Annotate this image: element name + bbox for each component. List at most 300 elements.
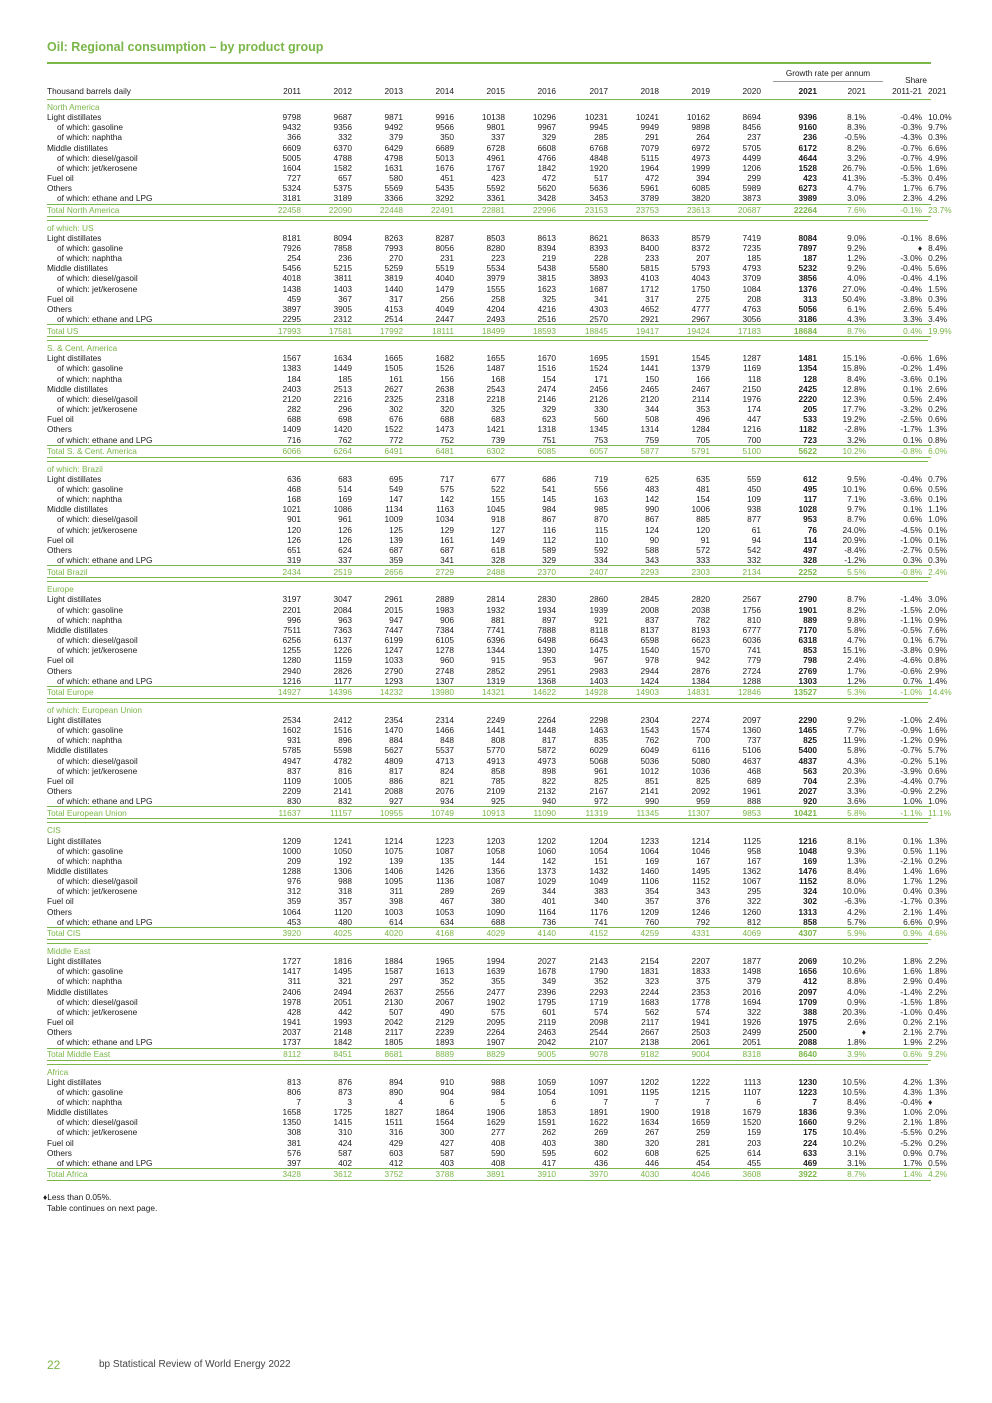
- value-cell: 0.2%: [928, 1137, 947, 1148]
- row-label: of which: jet/kerosene: [57, 524, 138, 535]
- value-cell: 0.4%: [928, 173, 947, 184]
- value-cell: 1574: [691, 725, 710, 736]
- value-cell: 574: [594, 1006, 608, 1017]
- value-cell: 2961: [384, 594, 403, 605]
- value-cell: 1.1%: [928, 845, 947, 856]
- value-cell: 1214: [384, 835, 403, 846]
- value-cell: 0.1%: [928, 524, 947, 535]
- row-label: Fuel oil: [47, 896, 74, 907]
- value-cell: 934: [440, 796, 454, 807]
- value-cell: 1543: [640, 725, 659, 736]
- units-label: Thousand barrels daily: [47, 86, 131, 97]
- value-cell: 11.9%: [843, 735, 866, 746]
- value-cell: 359: [287, 896, 301, 907]
- value-cell: 3788: [404, 1169, 455, 1181]
- value-cell: 1000: [282, 845, 301, 856]
- value-cell: 1344: [486, 645, 505, 656]
- row-label: of which: diesel/gasoil: [57, 152, 138, 163]
- value-cell: 7.1%: [847, 494, 866, 505]
- value-cell: -0.4%: [900, 112, 923, 123]
- value-cell: 4049: [435, 303, 454, 314]
- value-cell: 6036: [742, 635, 761, 646]
- value-cell: 467: [440, 896, 454, 907]
- value-cell: 367: [338, 293, 352, 304]
- value-cell: 10.5%: [842, 1086, 866, 1097]
- value-cell: 1687: [589, 283, 608, 294]
- value-cell: 608: [645, 1147, 659, 1158]
- value-cell: 687: [440, 544, 454, 555]
- value-cell: 319: [287, 555, 301, 566]
- value-cell: 8056: [435, 242, 454, 253]
- value-cell: 1932: [486, 604, 505, 615]
- product-row: [47, 1148, 931, 1158]
- value-cell: 6085: [506, 445, 557, 457]
- value-cell: 897: [542, 614, 556, 625]
- value-cell: 8.7%: [847, 514, 866, 525]
- value-cell: 0.2%: [928, 855, 947, 866]
- value-cell: 2456: [589, 383, 608, 394]
- value-cell: 1376: [798, 283, 817, 294]
- value-cell: 1965: [435, 956, 454, 967]
- value-cell: 19417: [609, 325, 660, 337]
- value-cell: 6972: [691, 142, 710, 153]
- value-cell: 1.1%: [928, 504, 947, 515]
- value-cell: 0.5%: [928, 544, 947, 555]
- value-cell: 126: [338, 524, 352, 535]
- section-header: [47, 220, 931, 233]
- value-cell: 8181: [282, 232, 301, 243]
- value-cell: 1941: [282, 1017, 301, 1028]
- product-row: [47, 353, 931, 363]
- value-cell: 867: [542, 514, 556, 525]
- value-cell: 344: [542, 886, 556, 897]
- value-cell: 171: [594, 373, 608, 384]
- row-label: Light distillates: [47, 714, 102, 725]
- value-cell: 2.3%: [847, 775, 866, 786]
- row-label: Middle distillates: [47, 745, 108, 756]
- value-cell: 4644: [798, 152, 817, 163]
- row-label: of which: gasoline: [57, 363, 123, 374]
- value-cell: 1288: [742, 675, 761, 686]
- sub-product-row: [47, 1117, 931, 1127]
- value-cell: 135: [440, 855, 454, 866]
- value-cell: 10162: [686, 112, 710, 123]
- value-cell: 10.1%: [842, 484, 866, 494]
- value-cell: -2.7%: [900, 544, 923, 555]
- value-cell: 6498: [537, 635, 556, 646]
- value-cell: 317: [645, 293, 659, 304]
- value-cell: 453: [287, 916, 301, 927]
- value-cell: 6273: [798, 183, 817, 194]
- value-cell: 2167: [589, 786, 608, 797]
- value-cell: 2499: [742, 1027, 761, 1038]
- value-cell: 753: [594, 434, 608, 445]
- value-cell: 155: [491, 494, 505, 505]
- value-cell: 323: [645, 976, 659, 987]
- value-cell: 533: [803, 414, 817, 425]
- value-cell: 587: [440, 1147, 454, 1158]
- value-cell: 1028: [798, 504, 817, 515]
- value-cell: 4713: [435, 755, 454, 766]
- value-cell: 1373: [537, 866, 556, 876]
- value-cell: 23613: [660, 204, 711, 216]
- value-cell: 256: [440, 293, 454, 304]
- value-cell: 575: [491, 1006, 505, 1017]
- value-cell: 806: [287, 1086, 301, 1097]
- value-cell: 8.7%: [818, 1169, 872, 1181]
- value-cell: 6.0%: [928, 446, 947, 457]
- value-cell: 2.9%: [928, 665, 947, 676]
- product-row: [47, 474, 931, 484]
- row-label: of which: jet/kerosene: [57, 765, 138, 776]
- value-cell: 5438: [537, 263, 556, 274]
- value-cell: 4.6%: [928, 928, 947, 939]
- row-label: of which: naphtha: [57, 494, 123, 505]
- value-cell: 1216: [742, 424, 761, 435]
- value-cell: 4259: [609, 927, 660, 939]
- value-cell: -1.0%: [872, 686, 928, 698]
- value-cell: 808: [491, 735, 505, 746]
- value-cell: 1676: [435, 162, 454, 173]
- value-cell: 1683: [640, 996, 659, 1007]
- value-cell: 9.5%: [847, 473, 866, 484]
- value-cell: 2921: [640, 313, 659, 324]
- sub-product-row: [47, 735, 931, 745]
- value-cell: 1877: [742, 956, 761, 967]
- value-cell: 1805: [384, 1037, 403, 1048]
- value-cell: 3811: [334, 273, 352, 284]
- value-cell: 187: [803, 253, 817, 264]
- value-cell: 1516: [537, 363, 556, 374]
- value-cell: 427: [440, 1137, 454, 1148]
- value-cell: 2406: [282, 986, 301, 997]
- value-cell: 2814: [486, 594, 505, 605]
- row-label: of which: naphtha: [57, 614, 123, 625]
- value-cell: 277: [491, 1127, 505, 1138]
- value-cell: 1134: [385, 504, 403, 515]
- value-cell: 7: [705, 1096, 710, 1107]
- value-cell: 3979: [486, 273, 505, 284]
- value-cell: 7888: [537, 624, 556, 635]
- value-cell: 1095: [384, 876, 403, 887]
- value-cell: 961: [338, 514, 352, 525]
- row-label: Fuel oil: [47, 1137, 74, 1148]
- value-cell: 423: [491, 173, 505, 184]
- sub-product-row: [47, 284, 931, 294]
- value-cell: 1449: [333, 363, 352, 374]
- value-cell: -0.4%: [900, 473, 923, 484]
- value-cell: 2637: [384, 986, 403, 997]
- row-label: of which: gasoline: [57, 242, 123, 253]
- value-cell: 990: [645, 796, 659, 807]
- value-cell: 0.4%: [872, 325, 928, 337]
- value-cell: 6.1%: [847, 303, 866, 314]
- value-cell: 824: [440, 765, 454, 776]
- sub-product-row: [47, 645, 931, 655]
- value-cell: 1046: [691, 845, 710, 856]
- value-cell: 9.7%: [928, 122, 947, 133]
- value-cell: 1345: [589, 424, 608, 435]
- value-cell: 167: [747, 855, 761, 866]
- value-cell: 7741: [486, 624, 505, 635]
- value-cell: 4766: [537, 152, 556, 163]
- value-cell: 1.8%: [847, 1037, 866, 1048]
- value-cell: 18593: [506, 325, 557, 337]
- value-cell: 5705: [742, 142, 761, 153]
- value-cell: 1438: [282, 283, 301, 294]
- value-cell: 161: [440, 534, 454, 545]
- value-cell: 2038: [691, 604, 710, 615]
- value-cell: 2244: [640, 986, 659, 997]
- value-cell: 560: [594, 414, 608, 425]
- value-cell: 376: [696, 896, 710, 907]
- value-cell: 254: [287, 253, 301, 264]
- sub-product-row: [47, 314, 931, 325]
- value-cell: 1226: [333, 645, 352, 656]
- value-cell: 858: [803, 916, 817, 927]
- value-cell: 1659: [691, 1117, 710, 1128]
- value-cell: 988: [338, 876, 352, 887]
- value-cell: 7.6%: [928, 624, 947, 635]
- value-cell: 1993: [333, 1017, 352, 1028]
- value-cell: 3970: [557, 1169, 609, 1181]
- value-cell: 1622: [589, 1117, 608, 1128]
- value-cell: 1097: [589, 1076, 608, 1087]
- sub-product-row: [47, 605, 931, 615]
- value-cell: 451: [440, 173, 454, 184]
- value-cell: 2098: [589, 1017, 608, 1028]
- value-cell: 11157: [302, 807, 353, 819]
- value-cell: 901: [287, 514, 301, 525]
- value-cell: 1204: [589, 835, 608, 846]
- value-cell: 687: [389, 544, 403, 555]
- value-cell: 2117: [641, 1017, 659, 1028]
- value-cell: -0.7%: [900, 152, 923, 163]
- value-cell: 1120: [334, 906, 352, 917]
- value-cell: 223: [491, 253, 505, 264]
- value-cell: 2303: [660, 566, 711, 578]
- value-cell: 727: [287, 173, 301, 184]
- value-cell: 2138: [640, 1037, 659, 1048]
- value-cell: 2027: [537, 956, 556, 967]
- value-cell: 4216: [537, 303, 556, 314]
- value-cell: 1570: [691, 645, 710, 656]
- value-cell: 888: [747, 796, 761, 807]
- value-cell: 22264: [762, 204, 818, 216]
- value-cell: -1.0%: [900, 714, 923, 725]
- value-cell: 542: [747, 544, 761, 555]
- value-cell: 18845: [557, 325, 609, 337]
- row-label: Light distillates: [47, 473, 102, 484]
- value-cell: 2027: [798, 786, 817, 797]
- value-cell: 4973: [691, 152, 710, 163]
- row-label: of which: naphtha: [57, 132, 123, 143]
- value-cell: 2042: [537, 1037, 556, 1048]
- row-label: Fuel oil: [47, 655, 74, 666]
- value-cell: 144: [491, 855, 505, 866]
- value-cell: 2353: [691, 986, 710, 997]
- value-cell: 853: [803, 645, 817, 656]
- value-cell: 2126: [589, 393, 608, 404]
- value-cell: 1246: [691, 906, 710, 917]
- value-cell: 9853: [711, 807, 762, 819]
- value-cell: 1665: [384, 353, 403, 364]
- value-cell: 625: [645, 473, 659, 484]
- value-cell: -1.7%: [900, 424, 923, 435]
- value-cell: 3709: [742, 273, 761, 284]
- footnotes: [43, 1192, 157, 1214]
- value-cell: 11.1%: [928, 807, 951, 818]
- growth-col-header: 2021: [847, 86, 866, 97]
- value-cell: 142: [645, 494, 659, 505]
- value-cell: 7993: [384, 242, 403, 253]
- value-cell: 6608: [537, 142, 556, 153]
- value-cell: 2107: [589, 1037, 608, 1048]
- value-cell: 984: [491, 1086, 505, 1097]
- value-cell: 4848: [589, 152, 608, 163]
- value-cell: 1934: [537, 604, 556, 615]
- value-cell: 8.1%: [847, 112, 866, 123]
- value-cell: 3989: [798, 193, 817, 204]
- value-cell: 14321: [455, 686, 506, 698]
- value-cell: 4809: [384, 755, 403, 766]
- value-cell: 332: [338, 132, 352, 143]
- value-cell: 1712: [640, 283, 659, 294]
- value-cell: 1303: [798, 675, 817, 686]
- value-cell: 258: [491, 293, 505, 304]
- value-cell: 5100: [711, 445, 762, 457]
- value-cell: 825: [594, 775, 608, 786]
- product-row: [47, 1077, 931, 1087]
- value-cell: 915: [491, 655, 505, 666]
- value-cell: 1448: [537, 725, 556, 736]
- value-cell: 6029: [589, 745, 608, 756]
- table-header: [47, 64, 947, 99]
- value-cell: 8280: [486, 242, 505, 253]
- row-label: of which: jet/kerosene: [57, 283, 138, 294]
- value-cell: 3: [347, 1096, 352, 1107]
- value-cell: 375: [696, 976, 710, 987]
- value-cell: 325: [491, 404, 505, 415]
- sub-product-row: [47, 374, 931, 384]
- sub-product-row: [47, 846, 931, 856]
- value-cell: 2.4%: [847, 655, 866, 666]
- value-cell: 6066: [251, 445, 302, 457]
- value-cell: 940: [542, 796, 556, 807]
- value-cell: 837: [287, 765, 301, 776]
- value-cell: 4637: [742, 755, 761, 766]
- value-cell: 2.0%: [928, 1107, 947, 1118]
- value-cell: 1163: [436, 504, 454, 515]
- value-cell: 2567: [742, 594, 761, 605]
- value-cell: 9798: [282, 112, 301, 123]
- value-cell: 4030: [609, 1169, 660, 1181]
- value-cell: 14928: [557, 686, 609, 698]
- section-name: North America: [47, 102, 100, 112]
- value-cell: 1.9%: [903, 1037, 923, 1048]
- value-cell: 1.6%: [903, 966, 923, 977]
- value-cell: 436: [594, 1157, 608, 1168]
- value-cell: 116: [542, 524, 556, 535]
- sub-product-row: [47, 363, 931, 373]
- row-label: of which: ethane and LPG: [57, 1037, 153, 1048]
- value-cell: 698: [338, 414, 352, 425]
- value-cell: 4.2%: [928, 1169, 947, 1180]
- value-cell: 264: [696, 132, 710, 143]
- value-cell: 972: [594, 796, 608, 807]
- value-cell: -8.4%: [844, 544, 866, 555]
- value-cell: 886: [389, 775, 403, 786]
- value-cell: 2.2%: [928, 1037, 947, 1048]
- value-cell: 228: [594, 253, 608, 264]
- value-cell: 1893: [435, 1037, 454, 1048]
- value-cell: 3.0%: [928, 594, 947, 605]
- value-cell: 357: [645, 896, 659, 907]
- value-cell: 1891: [589, 1107, 608, 1118]
- value-cell: 408: [491, 1157, 505, 1168]
- value-cell: 2218: [486, 393, 505, 404]
- value-cell: 455: [747, 1157, 761, 1168]
- value-cell: 5620: [537, 183, 556, 194]
- year-header: 2021: [798, 86, 817, 97]
- value-cell: 2820: [691, 594, 710, 605]
- value-cell: 5375: [333, 183, 352, 194]
- value-cell: 313: [803, 293, 817, 304]
- value-cell: 424: [338, 1137, 352, 1148]
- value-cell: 592: [594, 544, 608, 555]
- value-cell: 5580: [589, 263, 608, 274]
- value-cell: 8393: [589, 242, 608, 253]
- value-cell: 6728: [486, 142, 505, 153]
- value-cell: 1293: [384, 675, 403, 686]
- value-cell: 4303: [589, 303, 608, 314]
- value-cell: 1003: [384, 906, 403, 917]
- product-row: [47, 896, 931, 906]
- value-cell: 1087: [435, 845, 454, 856]
- value-cell: 8456: [742, 122, 761, 133]
- value-cell: 623: [542, 414, 556, 425]
- value-cell: 1.8%: [928, 966, 947, 977]
- year-header: 2020: [742, 86, 761, 97]
- value-cell: 3.6%: [847, 796, 866, 807]
- value-cell: 350: [440, 132, 454, 143]
- sub-product-row: [47, 484, 931, 494]
- value-cell: 3819: [384, 273, 403, 284]
- value-cell: 4788: [333, 152, 352, 163]
- value-cell: 14622: [506, 686, 557, 698]
- value-cell: -1.4%: [900, 986, 923, 997]
- value-cell: 1318: [537, 424, 556, 435]
- row-label: Fuel oil: [47, 414, 74, 425]
- row-label: of which: ethane and LPG: [57, 675, 153, 686]
- value-cell: 2513: [333, 383, 352, 394]
- value-cell: 2134: [711, 566, 762, 578]
- value-cell: 752: [440, 434, 454, 445]
- value-cell: 5.9%: [818, 927, 872, 939]
- value-cell: 1064: [640, 845, 659, 856]
- value-cell: 1831: [640, 966, 659, 977]
- value-cell: 402: [338, 1157, 352, 1168]
- value-cell: 41.3%: [842, 173, 866, 184]
- value-cell: 2119: [538, 1017, 556, 1028]
- value-cell: 657: [338, 173, 352, 184]
- value-cell: 8394: [537, 242, 556, 253]
- value-cell: -0.1%: [900, 232, 923, 243]
- value-cell: 881: [491, 614, 505, 625]
- value-cell: 6396: [486, 635, 505, 646]
- value-cell: 14903: [609, 686, 660, 698]
- value-cell: 1006: [691, 504, 710, 515]
